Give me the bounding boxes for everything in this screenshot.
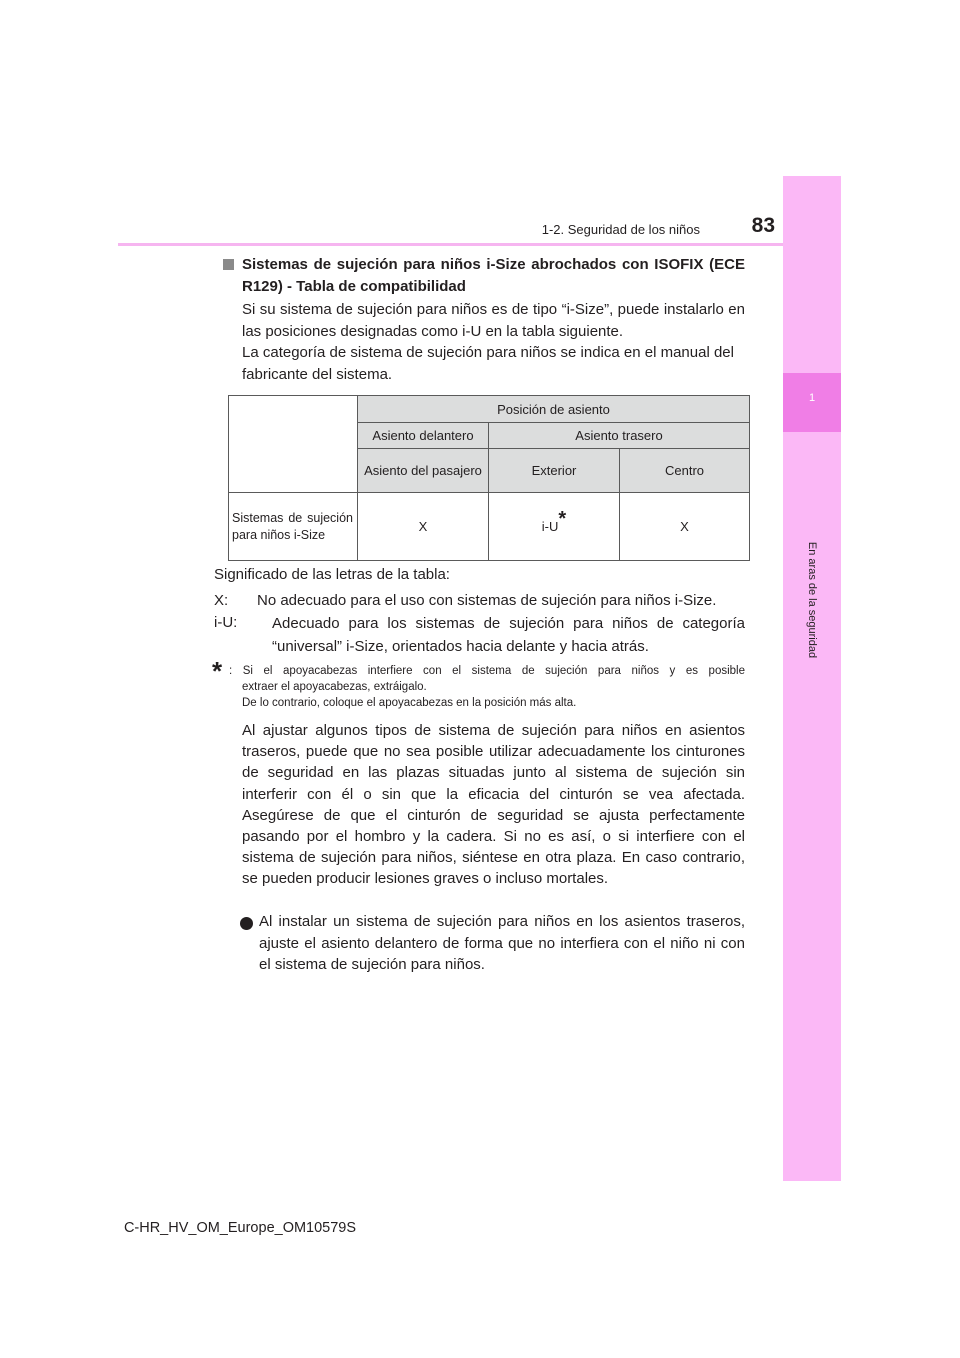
table-cell-passenger: X [358,493,489,561]
table-header-rear: Asiento trasero [489,423,750,449]
footnote-asterisk: * [212,656,223,686]
table-subheader-passenger: Asiento del pasajero [358,449,489,493]
intro-paragraph-2: La categoría de sistema de sujeción para niños se indica en el manual del fabricante del sistema. [242,344,734,383]
table-corner-cell [229,396,358,493]
header-rule [118,243,841,246]
page-number: 83 [751,214,775,237]
table-cell-exterior [489,493,620,561]
square-bullet-icon [223,259,234,270]
section-heading: Sistemas de sujeción para niños i-Size abrochados con ISOFIX (ECE R129) - Tabla de compatibilidad [242,256,745,295]
legend-text-x: No adecuado para el uso con sistemas de sujeción para niños i-Size. [257,592,717,609]
footnote-text [229,663,745,711]
table-cell-center: X [620,493,750,561]
legend-intro: Significado de las letras de la tabla: [214,566,450,583]
table-row-label: Sistemas de sujeción para niños i-Size [229,493,358,561]
table-subheader-center: Centro [620,449,750,493]
chapter-number: 1 [808,392,816,404]
table-subheader-exterior: Exterior [489,449,620,493]
legend-text-iu: Adecuado para los sistemas de sujeción para niños de categoría “universal” i-Size, orientados hacia delante y hacia atrás. [272,615,745,655]
legend-term-iu: i-U: [214,614,238,631]
chapter-side-tab [783,176,841,1181]
document-footer: C-HR_HV_OM_Europe_OM10579S [123,1220,357,1236]
table-header-position: Posición de asiento [358,396,750,423]
round-bullet-icon [240,917,253,930]
intro-paragraph: Si su sistema de sujeción para niños es de tipo “i-Size”, puede instalarlo en las posiciones designadas como i-U en la tabla siguiente. [242,301,745,340]
legend-term-x: X: [214,592,229,609]
bullet-paragraph: Al instalar un sistema de sujeción para niños en los asientos traseros, ajuste el asiento delantero de forma que no interfiera con el niño ni con el sistema de sujeción para niños. [259,913,745,973]
footnote-line: : Si el apoyacabezas interfiere con el sistema de sujeción para niños y es posible [229,665,745,677]
asterisk-mark: * [558,508,567,530]
chapter-label: En aras de la seguridad [806,541,818,659]
warning-paragraph: Al ajustar algunos tipos de sistema de sujeción para niños en asientos traseros, puede que no sea posible utilizar adecuadamente los cinturones de seguridad en las plazas situadas junto al sistema de sujeción sin interferir con él o sin que la eficacia del cinturón se vea afectada. Asegúrese de que el cinturón de seguridad se ajusta perfectamente pasando por el hombro y la cadera. Si no es así, o si interfiere con el sistema de sujeción para niños, siéntese en otra plaza. En caso contrario, se pueden producir lesiones graves o incluso mortales. [242,722,745,888]
table-header-front: Asiento delantero [358,423,489,449]
footnote-line: De lo contrario, coloque el apoyacabezas en la posición más alta. [242,697,577,709]
compatibility-table [228,395,750,561]
header-section-title: 1-2. Seguridad de los niños [541,222,700,237]
cell-value: i-U [541,519,559,534]
footnote-line: extraer el apoyacabezas, extráigalo. [242,681,427,693]
